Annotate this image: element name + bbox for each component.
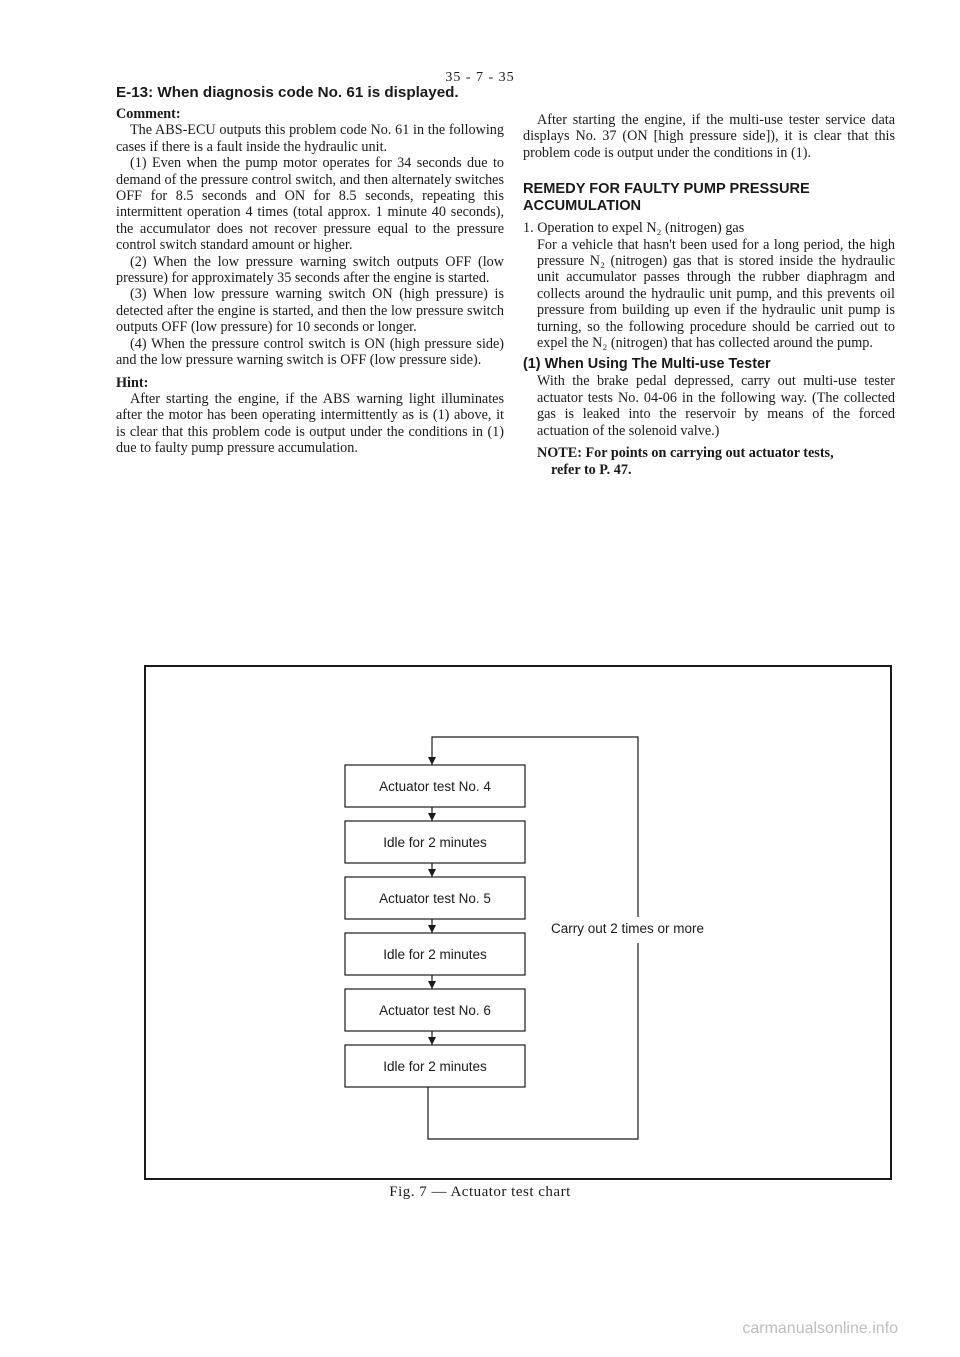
right-column xyxy=(523,112,895,478)
arrow-head-5 xyxy=(428,1037,436,1045)
step1-text: For a vehicle that hasn't been used for a long period, the high pressure N₂ (nitrogen) gas that is stored inside the hydraulic unit accumulator passes through the rubber diaphragm and collects around the hydraulic unit pump, and this prevents oil pressure from building up even if the hydraulic unit pump is turning, so the following procedure should be carried out to expel the N₂ (nitrogen) that has collected around the pump. xyxy=(537,236,895,352)
tester-heading: (1) When Using The Multi-use Tester xyxy=(523,356,771,373)
comment-intro: The ABS-ECU outputs this problem code No. 61 in the following cases if there is a fault inside the hydraulic unit. xyxy=(116,122,504,155)
arrow-head-3 xyxy=(428,925,436,933)
flow-step-4-label: Idle for 2 minutes xyxy=(383,947,487,962)
left-column xyxy=(116,84,504,457)
flow-step-3-label: Actuator test No. 5 xyxy=(379,891,491,906)
flow-step-6 xyxy=(345,1045,525,1087)
hint-text-part2: After starting the engine, if the multi-use tester service data displays No. 37 (ON [high pressure side]), it is clear that this problem code is output under the conditions in (1). xyxy=(523,112,895,161)
flow-step-1-label: Actuator test No. 4 xyxy=(379,779,491,794)
page-number: 35 - 7 - 35 xyxy=(445,70,515,85)
section-title: E-13: When diagnosis code No. 61 is displayed. xyxy=(116,84,459,101)
remedy-heading: REMEDY FOR FAULTY PUMP PRESSURE ACCUMULATION xyxy=(523,181,810,215)
flow-step-6-label: Idle for 2 minutes xyxy=(383,1059,487,1074)
hint-text-part1: After starting the engine, if the ABS warning light illuminates after the motor has been operating intermittently as is (1) above, it is clear that this problem code is output under the conditions in (1) due to faulty pump pressure accumulation. xyxy=(116,390,504,457)
condition-item-1: (1) Even when the pump motor operates for 34 seconds due to demand of the pressure control switch, and then alternately switches OFF for 8.5 seconds and ON for 8.5 seconds, repeating this intermittent operation 4 times (total approx. 1 minute 40 seconds), the accumulator does not recover pressure equal to the pressure control switch standard amount or higher. xyxy=(116,155,504,254)
flow-step-5-label: Actuator test No. 6 xyxy=(379,1003,491,1018)
loop-label: Carry out 2 times or more xyxy=(551,921,705,936)
watermark: carmanualsonline.info xyxy=(742,1320,898,1337)
flow-step-3 xyxy=(345,877,525,919)
step1-title: 1. Operation to expel N₂ (nitrogen) gas xyxy=(523,220,745,237)
note xyxy=(523,445,895,478)
figure-frame xyxy=(144,665,892,1180)
arrow-head-2 xyxy=(428,869,436,877)
flow-step-5 xyxy=(345,989,525,1031)
condition-item-2: (2) When the low pressure warning switch outputs OFF (low pressure) for approximately 35 seconds after the engine is started. xyxy=(116,253,504,287)
arrow-head-4 xyxy=(428,981,436,989)
hint-label: Hint: xyxy=(116,374,149,391)
arrow-head-1 xyxy=(428,813,436,821)
comment-label: Comment: xyxy=(116,106,181,122)
tester-text: With the brake pedal depressed, carry out multi-use tester actuator tests No. 04-06 in the following way. (The collected gas is leaked into the reservoir by means of the forced actuation of the solenoid valve.) xyxy=(537,373,895,439)
condition-item-3: (3) When low pressure warning switch ON (high pressure) is detected after the engine is started, and then the low pressure switch outputs OFF (low pressure) for 10 seconds or longer. xyxy=(116,286,504,336)
condition-item-4: (4) When the pressure control switch is ON (high pressure side) and the low pressure warning switch is OFF (low pressure side). xyxy=(116,335,504,369)
note-line-1: NOTE: For points on carrying out actuator tests, xyxy=(537,445,834,462)
note-line-2: refer to P. 47. xyxy=(551,461,632,478)
flow-step-2-label: Idle for 2 minutes xyxy=(383,835,487,850)
flow-step-2 xyxy=(345,821,525,863)
flow-step-4 xyxy=(345,933,525,975)
flow-step-1 xyxy=(345,765,525,807)
figure-caption: Fig. 7 — Actuator test chart xyxy=(389,1184,571,1200)
arrow-head-entry xyxy=(428,757,436,765)
actuator-test-flowchart xyxy=(146,667,890,1178)
